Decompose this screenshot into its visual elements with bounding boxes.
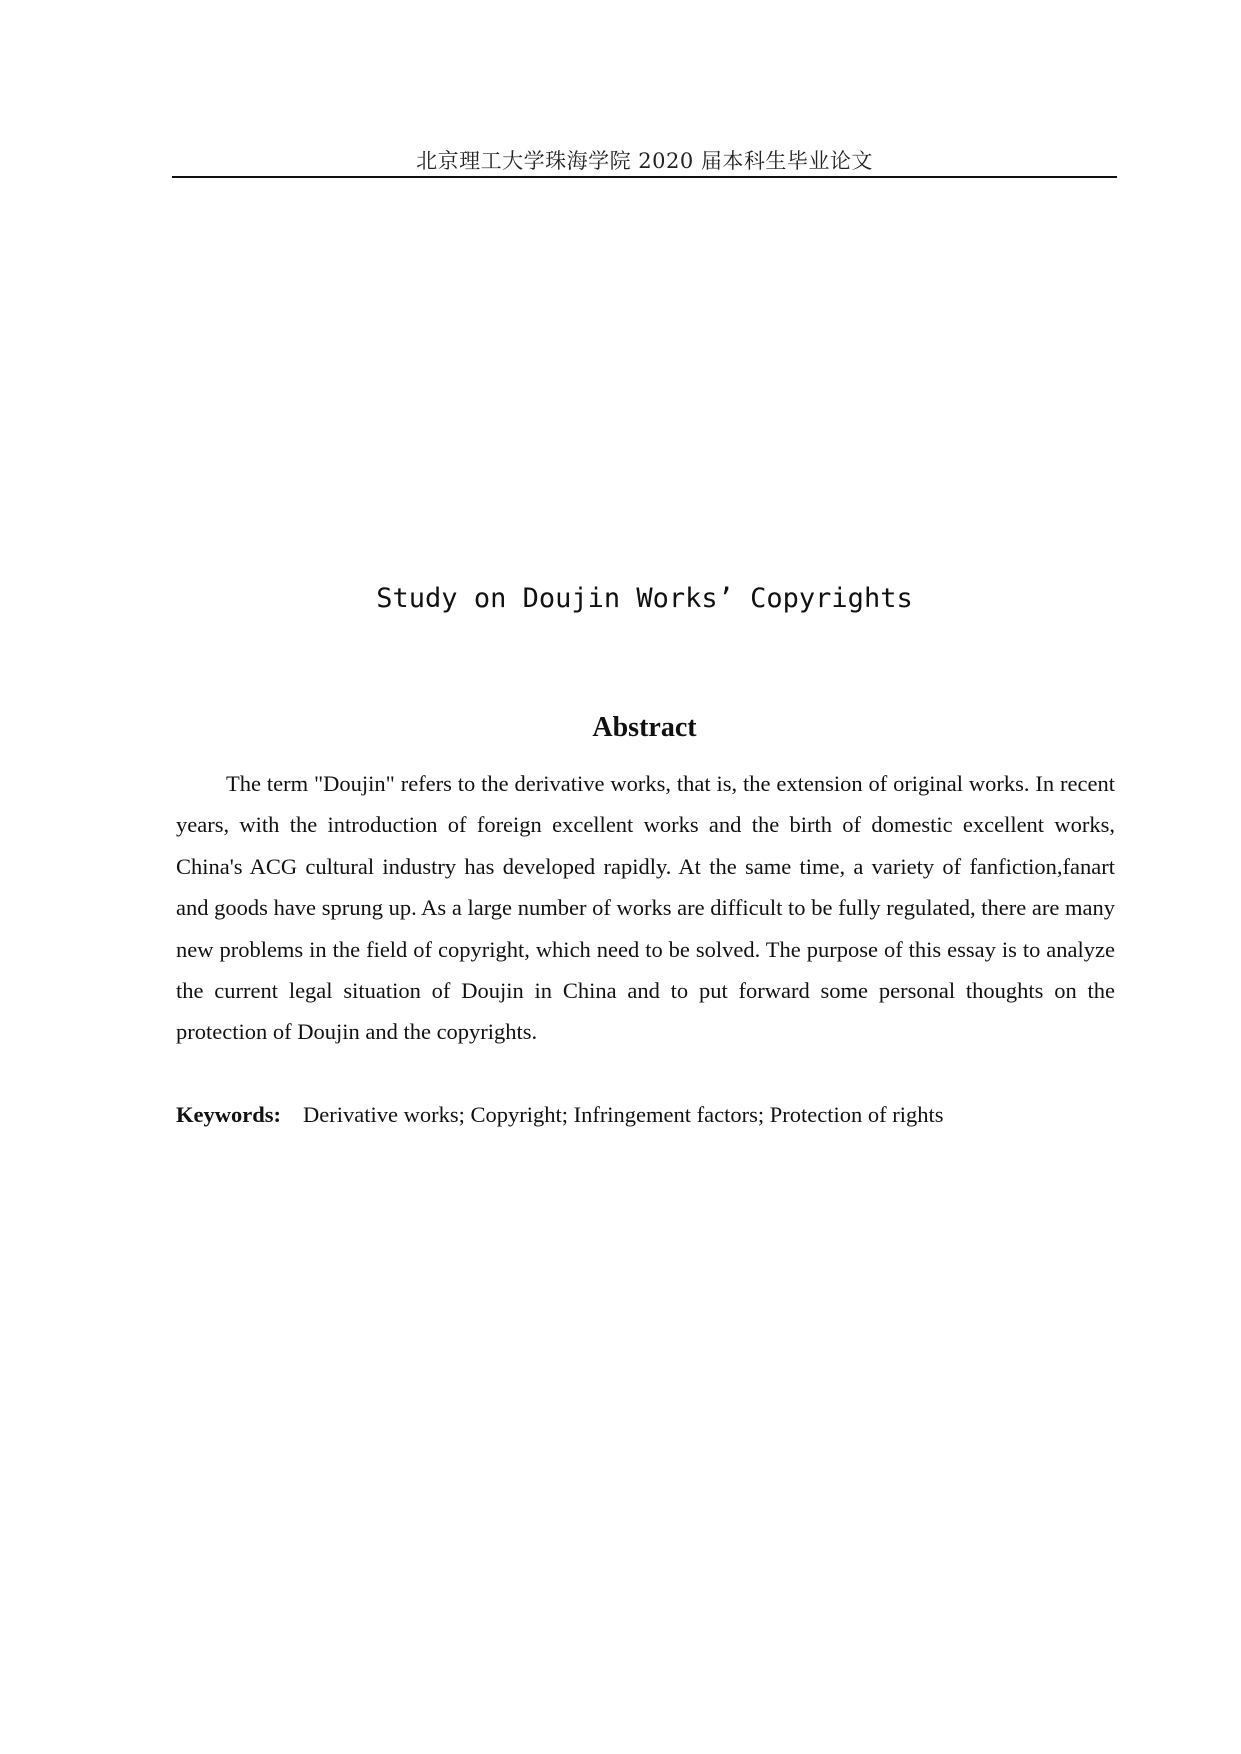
keywords-value: Derivative works; Copyright; Infringement factors; Protection of rights bbox=[303, 1102, 944, 1127]
keywords-line bbox=[176, 1094, 1115, 1135]
paper-title: Study on Doujin Works’ Copyrights bbox=[376, 583, 913, 614]
abstract-heading: Abstract bbox=[592, 712, 697, 743]
running-header: 北京理工大学珠海学院 2020 届本科生毕业论文 bbox=[416, 149, 873, 173]
keywords-label: Keywords: bbox=[176, 1102, 281, 1127]
abstract-body: The term "Doujin" refers to the derivative works, that is, the extension of original works. In recent years, with the introduction of foreign excellent works and the birth of domestic excellent works, China's ACG cultural industry has developed rapidly. At the same time, a variety of fanfiction,fanart and goods have sprung up. As a large number of works are difficult to be fully regulated, there are many new problems in the field of copyright, which need to be solved. The purpose of this essay is to analyze the current legal situation of Doujin in China and to put forward some personal thoughts on the protection of Doujin and the copyrights. bbox=[176, 771, 1115, 1045]
header-rule bbox=[172, 176, 1117, 178]
